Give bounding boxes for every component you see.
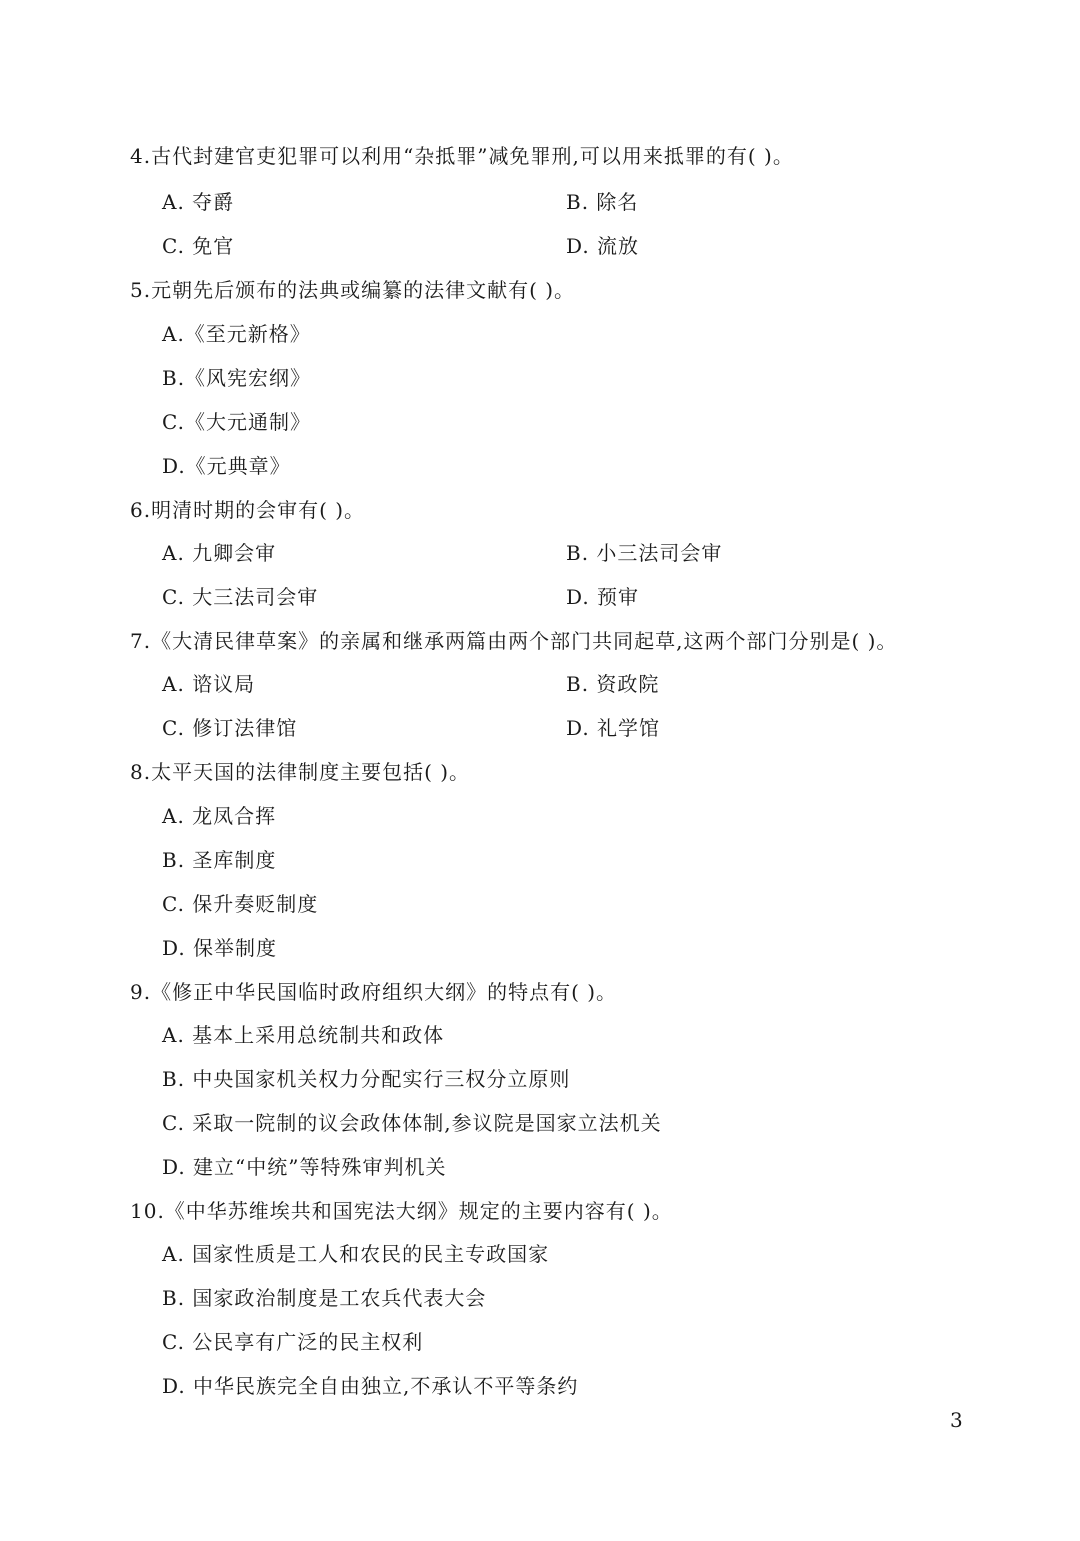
question-9-option-a: A. 基本上采用总统制共和政体 xyxy=(162,1023,445,1047)
question-9-option-d: D. 建立“中统”等特殊审判机关 xyxy=(162,1155,447,1179)
question-8-option-b: B. 圣库制度 xyxy=(162,848,277,872)
question-8-option-c: C. 保升奏贬制度 xyxy=(162,892,319,916)
question-9-option-b: B. 中央国家机关权力分配实行三权分立原则 xyxy=(162,1067,571,1091)
question-5-option-b: B.《风宪宏纲》 xyxy=(162,366,312,390)
question-5-stem: 5.元朝先后颁布的法典或编纂的法律文献有( )。 xyxy=(130,278,576,302)
question-4-option-b: B. 除名 xyxy=(566,190,639,214)
question-9-stem: 9.《修正中华民国临时政府组织大纲》的特点有( )。 xyxy=(130,980,618,1004)
question-7-option-b: B. 资政院 xyxy=(566,672,660,696)
question-7-option-c: C. 修订法律馆 xyxy=(162,716,298,740)
question-5-option-c: C.《大元通制》 xyxy=(162,410,311,434)
question-10-option-a: A. 国家性质是工人和农民的民主专政国家 xyxy=(162,1242,550,1266)
question-7-option-a: A. 谘议局 xyxy=(162,672,256,696)
question-4-stem: 4.古代封建官吏犯罪可以利用“杂抵罪”减免罪刑,可以用来抵罪的有( )。 xyxy=(130,144,794,168)
question-6-option-b: B. 小三法司会审 xyxy=(566,541,723,565)
question-8-stem: 8.太平天国的法律制度主要包括( )。 xyxy=(130,760,471,784)
question-10-option-c: C. 公民享有广泛的民主权利 xyxy=(162,1330,424,1354)
question-6-option-c: C. 大三法司会审 xyxy=(162,585,319,609)
question-8-option-a: A. 龙凤合挥 xyxy=(162,804,277,828)
question-10-stem: 10.《中华苏维埃共和国宪法大纲》规定的主要内容有( )。 xyxy=(130,1199,673,1223)
question-8-option-d: D. 保举制度 xyxy=(162,936,278,960)
question-9-option-c: C. 采取一院制的议会政体体制,参议院是国家立法机关 xyxy=(162,1111,662,1135)
question-5-option-a: A.《至元新格》 xyxy=(162,322,311,346)
question-6-option-a: A. 九卿会审 xyxy=(162,541,277,565)
page-number: 3 xyxy=(950,1408,963,1432)
question-6-stem: 6.明清时期的会审有( )。 xyxy=(130,498,366,522)
question-4-option-c: C. 免官 xyxy=(162,234,235,258)
question-10-option-b: B. 国家政治制度是工农兵代表大会 xyxy=(162,1286,487,1310)
question-4-option-d: D. 流放 xyxy=(566,234,640,258)
question-7-option-d: D. 礼学馆 xyxy=(566,716,661,740)
question-10-option-d: D. 中华民族完全自由独立,不承认不平等条约 xyxy=(162,1374,579,1398)
question-4-option-a: A. 夺爵 xyxy=(162,190,235,214)
question-7-stem: 7.《大清民律草案》的亲属和继承两篇由两个部门共同起草,这两个部门分别是( )。 xyxy=(130,629,898,653)
question-6-option-d: D. 预审 xyxy=(566,585,640,609)
question-5-option-d: D.《元典章》 xyxy=(162,454,291,478)
